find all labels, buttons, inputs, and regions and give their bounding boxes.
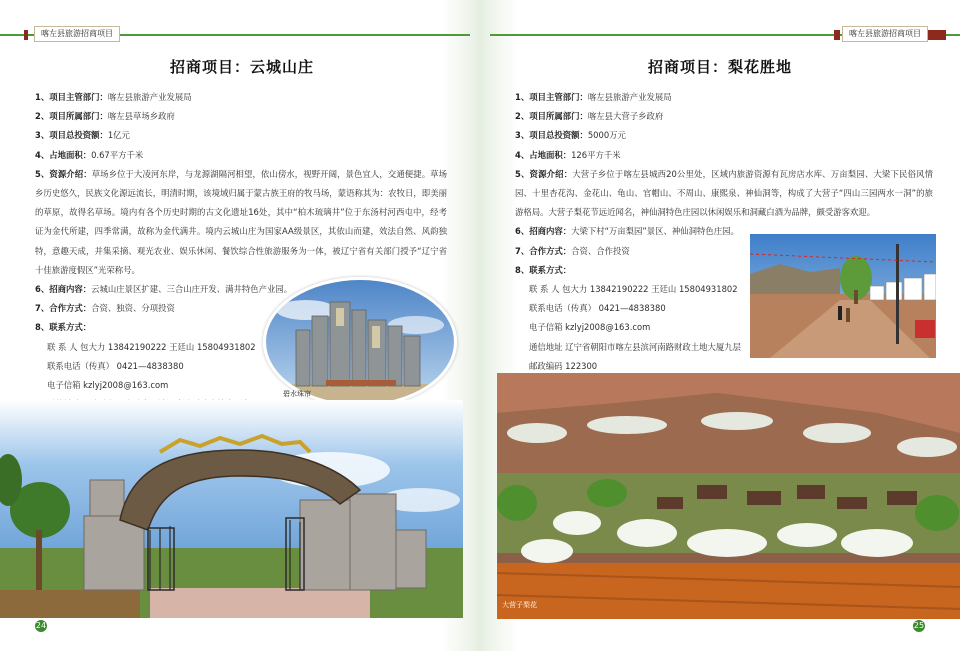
photo-stone-gate	[0, 400, 463, 618]
right-row-3: 3、项目总投资额：5000万元	[515, 130, 626, 141]
right-contact-postcode: 邮政编码 122300	[529, 360, 598, 371]
right-row-1: 1、项目主管部门：喀左县旅游产业发展局	[515, 92, 672, 102]
right-contact-phone: 联系电话（传真） 0421—4838380	[529, 303, 666, 314]
header-left-tag: 喀左县旅游招商项目	[34, 26, 120, 42]
big-photo-caption: 大营子梨花	[502, 601, 537, 609]
header-right	[490, 28, 960, 40]
left-row-1: 1、项目主管部门：喀左县旅游产业发展局	[35, 92, 192, 102]
left-page-number: 24	[35, 621, 47, 630]
stone-monument-image	[266, 280, 454, 404]
header-left	[0, 28, 470, 40]
stone-gate-image	[0, 400, 463, 618]
left-contact-person: 联 系 人 包大力 13842190222 王廷山 15804931802	[47, 341, 256, 352]
left-contact-email: 电子信箱 kzlyj2008@163.com	[47, 380, 169, 391]
right-page-title: 招商项目：梨花胜地	[648, 58, 793, 76]
left-row-6: 6、招商内容：云城山庄景区扩建、三合山庄开发、满井特色产业园。	[35, 284, 293, 295]
left-row-2: 2、项目所属部门：喀左县草场乡政府	[35, 111, 175, 122]
header-right-tag: 喀左县旅游招商项目	[842, 26, 928, 42]
left-page-title: 招商项目：云城山庄	[170, 58, 315, 76]
village-street-image	[750, 234, 936, 358]
pear-blossom-image	[497, 373, 960, 619]
left-contact-phone: 联系电话（传真） 0421—4838380	[47, 360, 184, 371]
photo-village-street	[749, 233, 937, 359]
right-contact-person: 联 系 人 包大力 13842190222 王廷山 15804931802	[529, 284, 738, 295]
photo-pear-blossom-village	[497, 373, 960, 619]
oval-photo-caption: 碧水珠帘	[283, 390, 311, 398]
right-intro: 5、资源介绍：大营子乡位于喀左县城西20公里处，区域内旅游资源有瓦房店水库、万亩梨园、大梁下民俗风情园、十里杏花沟、金花山、龟山、官帽山、不周山、康熙泉、神仙洞等，构成了大营子“四山三园两水一洞”的旅游格局。大营子梨花节远近闻名，神仙洞特色庄园以休闲娱乐和洞藏白酒为品牌，颇受游客欢迎。	[515, 168, 934, 218]
right-contact-address: 通信地址 辽宁省朝阳市喀左县滨河南路财政土地大厦九层	[529, 341, 742, 352]
right-page-number: 25	[913, 621, 925, 630]
right-row-8: 8、联系方式：	[515, 264, 572, 275]
oval-photo-stone-monument	[263, 277, 457, 407]
right-row-6: 6、招商内容：大梁下村“万亩梨园”景区、神仙洞特色庄园。	[515, 226, 739, 237]
left-row-8: 8、联系方式：	[35, 322, 92, 333]
right-row-7: 7、合作方式：合资、合作投资	[515, 245, 630, 256]
right-row-2: 2、项目所属部门：喀左县大营子乡政府	[515, 111, 664, 122]
left-row-7: 7、合作方式：合资、独资、分项投资	[35, 303, 175, 314]
left-row-4: 4、占地面积：0.67平方千米	[35, 149, 144, 160]
left-intro: 5、资源介绍：草场乡位于大凌河东岸，与龙源湖隔河相望，依山傍水，视野开阔，景色宜人，交通便捷。草场乡历史悠久，民族文化源远流长，明清时期，该境域归属于蒙古族王府的牧马场，蒙语称其为：农牧日，即美丽的草原，故得名草场。境内有各个历史时期的古文化遗址16处，其中“柏木琉璃井”位于东汤村河西屯中，经考证为金代所建，四季常满，故称为金代满井。境内云城山庄为国家AA级景区，其依山而建，效法自然、风韵独特，意趣天成，并集采摘、观光农业、娱乐休闲、餐饮综合性旅游服务为一体，被辽宁省有关部门授予“辽宁省十佳旅游度假区”光荣称号。	[35, 168, 447, 275]
left-row-3: 3、项目总投资额：1亿元	[35, 130, 130, 141]
right-contact-email: 电子信箱 kzlyj2008@163.com	[529, 322, 651, 333]
right-row-4: 4、占地面积：126平方千米	[515, 149, 621, 160]
